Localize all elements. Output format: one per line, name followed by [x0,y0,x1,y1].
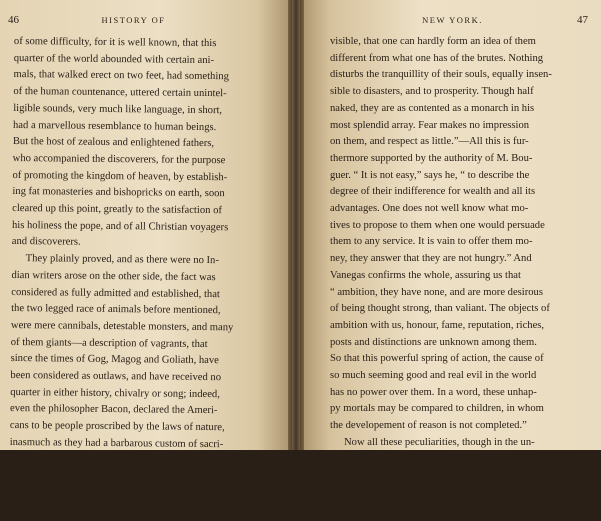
text-line: the celebrated Ulloa tells us “ their imbecility is so [8,503,224,517]
text-line: inasmuch as they had a barbarous custom of sacri- [9,436,224,451]
text-line: Nor are these all the proofs of their utter bar- [23,470,214,484]
text-line: the two legged race of animals before mentioned, [11,303,221,317]
text-line: different from what one has of the brutes. Nothing [330,52,544,64]
text-line: of them giants—a description of vagrants, that [10,336,208,350]
left-page-number: 46 [8,14,19,26]
left-running-head: HISTORY OF [101,15,166,25]
text-line: dian writers arose on the other side, the fact was [11,269,216,283]
text-line: ligible sounds, very much like language, in short, [13,102,223,116]
text-line: his holiness the pope, and of all Christian voyagers [11,219,229,233]
text-line: Now all these peculiarities, though in the un- [344,436,535,448]
text-line: been considered as outlaws, and have received no [10,370,222,384]
text-line: guer. “ It is not easy,” says he, “ to describe the [330,169,530,181]
text-line: quarter in either history, chivalry or song; indeed, [10,386,220,400]
text-line: mious maxims, the mere talking about which, ac- [330,503,540,515]
text-line: had a marvellous resemblance to human beings. [12,119,217,133]
text-line: naked, they are as contented as a monarch in his [330,102,535,114]
text-line: on them, and respect as little.”—All this is fur- [330,136,529,148]
text-line: thermore supported by the authority of M. Bou- [330,152,533,164]
text-line: and discoverers. [11,236,81,249]
text-line: since the times of Gog, Magog and Goliath, have [10,353,219,367]
text-line: quarter of the world abounded with certain ani- [13,52,215,66]
right-page [300,0,601,515]
text-line: considered as fully admitted and established, that [11,286,220,300]
text-line: But the host of zealous and enlightened fathers, [12,136,215,150]
text-line: sible to disasters, and to prosperity. Though half [330,86,534,98]
left-page [0,0,292,517]
text-line: of some difficulty, for it is well known, that this [13,35,217,50]
text-line: visible, that one can hardly form an idea of them [330,36,536,47]
text-line: of the human countenance, uttered certain unintel- [13,86,227,100]
text-line: of promoting the kingdom of heaven, by establish- [12,169,228,183]
text-line: enlightened states of Greece, they would have en- [330,453,542,465]
text-line: disturbs the tranquillity of their souls, equally insen- [330,69,552,81]
text-line: who accompanied the discoverers, for the purpose [12,152,226,167]
text-line: titled their possessors to immortal honour, as [330,470,520,482]
text-line: tives to propose to them when one would persuade [330,219,545,231]
text-line: has no power over them. In a word, these unhap- [330,386,537,398]
text-line: ambition with us, honour, fame, reputation, riches, [330,319,545,331]
text-line: most splendid array. Fear makes no impression [330,119,530,131]
text-line: so much seeming good and real evil in the world [330,370,537,382]
text-line: ing fat monasteries and bishopricks on earth, soon [12,186,225,200]
text-line: cans to be people proscribed by the laws of nature, [9,420,225,434]
text-line: even the philosopher Bacon, declared the Ameri- [10,403,218,417]
left-page-body [9,34,272,521]
text-line: of being thought strong, than valiant. The objects of [330,303,550,315]
text-line: were mere cannibals, detestable monsters, and many [10,319,234,334]
text-line: them to any service. It is vain to offer them mo- [330,236,533,248]
text-line: the developement of reason is not completed.” [330,420,527,432]
text-line: ney, they answer that they are not hungry.” And [330,253,532,265]
text-line: barism: among many other writers of discernment, [9,486,224,501]
right-page-number: 47 [576,14,588,26]
text-line: having reduced to practice those rigid and abste- [330,486,536,498]
text-line: degree of their indifference for wealth and all its [330,186,536,198]
book-gutter [288,0,304,450]
text-line: mals, that walked erect on two feet, had something [13,69,229,83]
right-running-head: NEW YORK. [422,15,483,25]
text-line: Vanegas confirms the whole, assuring us that [330,269,521,281]
right-page-header [318,14,588,26]
text-line: py mortals may be compared to children, in whom [330,403,544,415]
right-page-body [330,34,592,518]
text-line: They plainly proved, and as there were no In- [25,253,219,267]
left-page-header [8,14,258,26]
text-line: posts and distinctions are unknown among them. [330,336,537,348]
text-line: advantages. One does not well know what mo- [330,203,529,215]
text-line: cleared up this point, greatly to the satisfaction of [12,203,222,217]
text-line: “ ambition, they have none, and are more desirous [330,286,543,298]
text-line: So that this powerful spring of action, the cause of [330,353,544,365]
text-line: ficing men, and feeding upon man's flesh. [9,453,187,467]
